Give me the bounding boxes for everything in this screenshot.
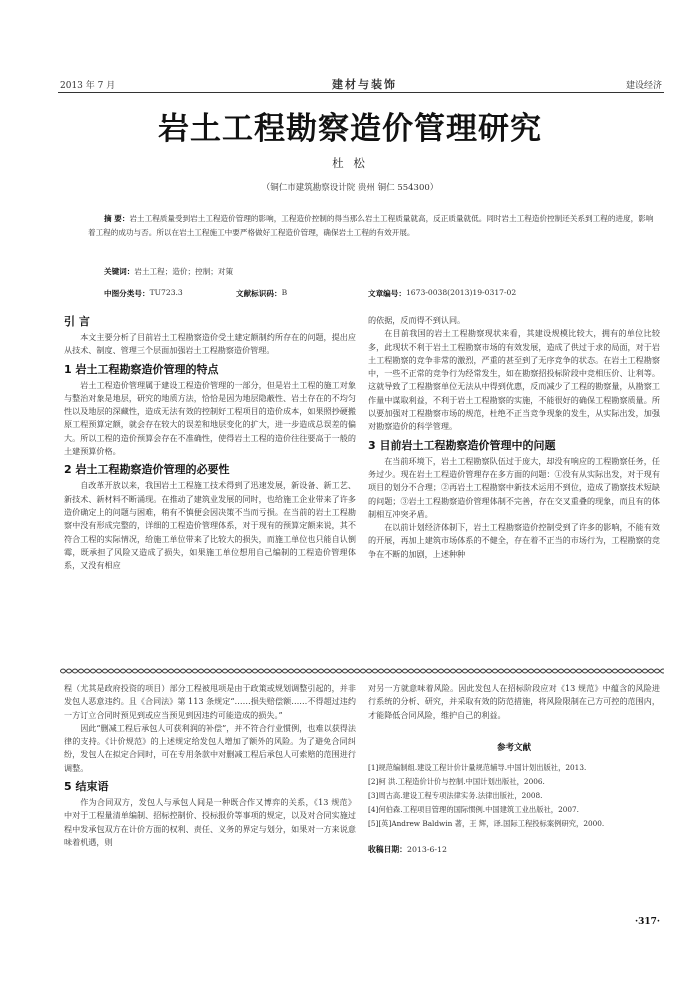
wavy-divider [60,667,664,675]
page-number: ·317· [634,917,660,927]
header-date: 2013 年 7 月 [60,81,116,91]
paragraph: 在以前计划经济体制下，岩土工程勘察造价控制受到了许多的影响，不能有效的开展，再加上建筑市场体系的不健全，存在着不正当的市场行为，工程勘察的竞争在不断的加剧，上述种种 [368,522,660,559]
paragraph: 因此“删减工程后承包人可获利润的补偿”，并不符合行业惯例，也难以获得法律的支持。《计价规范》的上述规定给发包人增加了额外的风险。为了避免合同纠纷，发包人在拟定合同时，可在专用条款中对删减工程后承包人可索赔的范围进行调整。 [64,722,356,773]
received-date-label: 收稿日期： [368,845,407,855]
keywords-label: 关键词： [104,267,135,276]
heading-section-1: 1 岩土工程勘察造价管理的特点 [64,362,219,376]
article-number-label: 文章编号： [368,289,406,298]
document-code [236,288,288,299]
received-date-value: 2013-6-12 [406,845,447,855]
column-right-bottom [368,682,660,856]
keywords [104,266,233,277]
reference-item: [1]规范编制组.建设工程计价计量规范辅导.中国计划出版社，2013. [368,763,587,773]
paragraph: 在当前环境下，岩土工程勘察队伍过于庞大，却没有响应的工程勘察任务，任务过少。现在岩土工程造价管理存在多方面的问题：①没有从实际出发，对于现有项目的划分不合理；②再岩土工程勘察中新技术运用不到位，造成了勘察技术短缺的问题；③岩土工程勘察造价管理体制不完善，存在交叉重叠的现象，而且有的体制相互冲突矛盾。 [368,455,660,519]
keywords-text: 岩土工程；造价；控制；对策 [134,267,234,276]
abstract-text: 岩土工程质量受到岩土工程造价管理的影响，工程造价控制的得当那么岩土工程质量就高，反正质量就低。同时岩土工程造价控制还关系到工程的进度，影响着工程的成功与否。所以在岩土工程施工中要严格做好工程造价管理，确保岩土工程的有效开展。 [88,214,654,237]
heading-section-3: 3 目前岩土工程勘察造价管理中的问题 [368,438,556,452]
header-rule [58,92,664,93]
heading-section-5: 5 结束语 [64,780,109,794]
article-number [368,288,517,299]
paragraph: 对另一方就意味着风险。因此发包人在招标阶段应对《13 规范》中蕴含的风险进行系统的分析、研究，并采取有效的防范措施，将风险限制在己方可控的范围内，才能降低合同风险，维护自己的利益。 [368,683,660,720]
references-title: 参考文献 [496,742,531,753]
journal-name: 建材与装饰 [332,78,397,91]
paragraph: 岩土工程造价管理属于建设工程造价管理的一部分，但是岩土工程的施工对象与整治对象是地层，研究的地质方法，恰恰是因为地层隐蔽性、岩土存在的不均匀性以及地层的深藏性，造成无法有效的控制好工程项目的造价成本，如果照抄硬搬原工程预算定额，就会存在较大的误差和地层变化的扩大，进一步造成总误差的偏大。所以工程的造价预算会存在不准确性，使得岩土工程的造价往往要高于一般的土建预算价格。 [64,379,356,457]
paragraph: 的依据，反而得不到认同。 [368,315,466,325]
heading-introduction: 引 言 [64,315,90,328]
header-section: 建设经济 [625,81,662,91]
abstract [88,212,658,239]
heading-section-2: 2 岩土工程勘察造价管理的必要性 [64,463,230,477]
received-date [368,843,660,856]
column-left-bottom [64,682,356,849]
clc-value: TU723.3 [149,288,183,297]
running-header [60,76,662,90]
doc-code-label: 文献标识码： [236,289,282,298]
article-title: 岩土工程勘察造价管理研究 [158,111,542,147]
reference-item: [3]周古高.建设工程专项法律实务.法律出版社，2008. [368,791,543,801]
reference-item: [4]何伯森.工程项目管理的国际惯例.中国建筑工业出版社，2007. [368,805,579,815]
reference-item: [5][英]Andrew Baldwin 著，王 辉，译.国际工程投标案例研究，2000. [368,819,605,829]
reference-item: [2]柯 洪.工程造价计价与控制.中国计划出版社，2006. [368,777,545,787]
author-affiliation: （铜仁市建筑勘察设计院 贵州 铜仁 554300） [261,183,439,193]
clc-label: 中图分类号： [104,289,150,298]
article-number-value: 1673-0038(2013)19-0317-02 [405,288,517,297]
paragraph: 作为合同双方，发包人与承包人间是一种既合作又博弈的关系，《13 规范》中对于工程量清单编制、招标控制价、投标报价等事项的规定，以及对合同实施过程中发承包双方在计价方面的权利、责任、义务的界定与划分，如果对一方来说意味着机遇，则 [64,797,356,847]
article-author: 杜 松 [332,156,368,170]
paragraph: 在目前我国的岩土工程勘察现状来看，其建设规模比较大，拥有的单位比较多，此现状不利于岩土工程勘察市场的有效发展，造成了供过于求的局面，对于岩土工程勘察的竞争非常的激烈，严重的甚至到了无序竞争的状态。在岩土工程勘察中，一些不正常的竞争行为经常发生，如在勘察招投标阶段中竞相压价、让利等。这就导致了工程勘察单位无法从中得到优惠，反而减少了工程的勘察量，从勘察工作量中谋取利益，不利于岩土工程勘察的实施，不能很好的确保工程勘察质量。所以要加强对工程勘察市场的规范，杜绝不正当竞争现象的发生，从实际出发，加强对勘察造价的科学管理。 [368,328,660,432]
clc-number [104,288,183,299]
paragraph: 自改革开放以来，我国岩土工程施工技术得到了迅速发展，新设备、新工艺、新技术、新材料不断涌现。在推动了建筑业发展的同时，也给施工企业带来了许多造价确定上的问题与困难，稍有不慎便会因决策不当而亏损。在当前的岩土工程勘察中没有形成完整的，详细的工程造价管理体系，对于现有的预算定额来说，其不符合工程的实际情况，给施工单位带来了比较大的损失，而施工单位也只能自认倒霉，既承担了风险又造成了损失，如果施工单位想用自己编制的工程造价管理体系，又没有相应 [64,480,356,571]
column-left-top [64,314,356,572]
paragraph: 本文主要分析了目前岩土工程勘察造价受土建定额制约所存在的问题，提出应从技术、制度、管理三个层面加强岩土工程勘察造价管理。 [64,332,356,356]
paragraph: 程（尤其是政府投资的项目）部分工程被甩项是由于政策或规划调整引起的，并非发包人恶意违约。且《合同法》第 113 条规定“……损失赔偿额……不得超过违约一方订立合同时预见到或应当预见到因违约可能造成的损失。” [64,683,356,720]
abstract-label: 摘 要： [104,214,130,223]
column-right-top [368,314,660,561]
doc-code-value: B [281,288,288,297]
